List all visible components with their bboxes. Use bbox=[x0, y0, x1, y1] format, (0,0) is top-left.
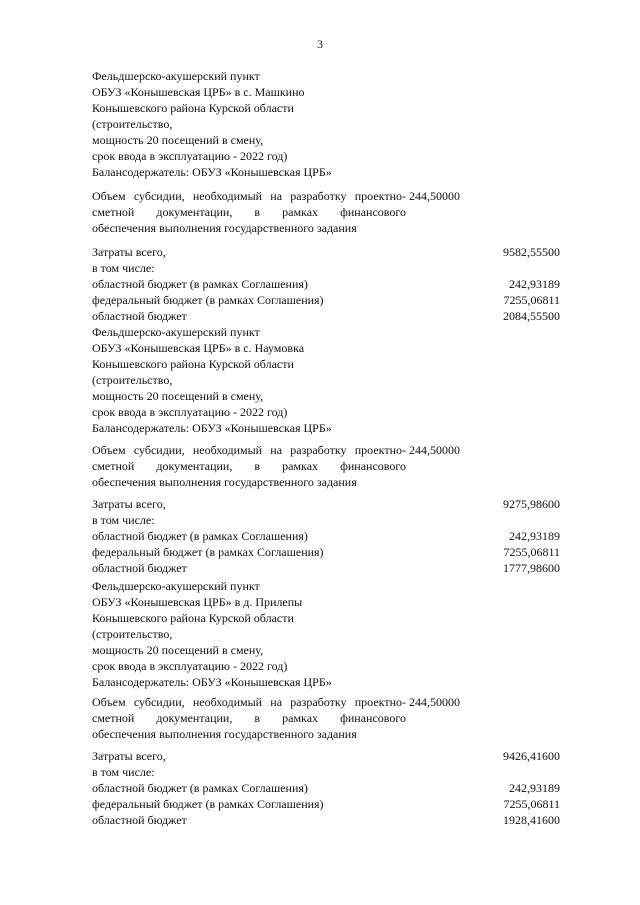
facility-title-line: Балансодержатель: ОБУЗ «Конышевская ЦРБ» bbox=[92, 675, 332, 689]
cost-value: 1928,41600 bbox=[503, 813, 560, 827]
subsidy-amount: 244,50000 bbox=[409, 189, 460, 203]
facility-title-line: Балансодержатель: ОБУЗ «Конышевская ЦРБ» bbox=[92, 421, 332, 435]
facility-title-line: мощность 20 посещений в смену, bbox=[92, 643, 264, 657]
cost-value: 9582,55500 bbox=[503, 245, 560, 259]
facility-title-line: (строительство, bbox=[92, 627, 173, 641]
facility-title-line: Конышевского района Курской области bbox=[92, 357, 294, 371]
facility-title-line: ОБУЗ «Конышевская ЦРБ» в с. Наумовка bbox=[92, 341, 305, 355]
facility-title-line: Фельдшерско-акушерский пункт bbox=[92, 579, 260, 593]
subsidy-amount: 244,50000 bbox=[409, 695, 460, 709]
cost-label: областной бюджет (в рамках Соглашения) bbox=[92, 529, 308, 543]
subsidy-text-line: сметной документации, в рамках финансового bbox=[92, 459, 406, 473]
subsidy-text-line: Объем субсидии, необходимый на разработку проектно- bbox=[92, 695, 406, 709]
cost-value: 2084,55500 bbox=[503, 309, 560, 323]
cost-value: 7255,06811 bbox=[503, 293, 560, 307]
subsidy-text-line: обеспечения выполнения государственного задания bbox=[92, 221, 357, 235]
facility-title-line: (строительство, bbox=[92, 373, 173, 387]
facility-title-line: срок ввода в эксплуатацию - 2022 год) bbox=[92, 149, 288, 163]
cost-value: 7255,06811 bbox=[503, 797, 560, 811]
subsidy-text-line: сметной документации, в рамках финансового bbox=[92, 711, 406, 725]
cost-value: 242,93189 bbox=[509, 529, 560, 543]
facility-title-line: Фельдшерско-акушерский пункт bbox=[92, 69, 260, 83]
subsidy-text-line: Объем субсидии, необходимый на разработку проектно- bbox=[92, 443, 406, 457]
facility-title-line: мощность 20 посещений в смену, bbox=[92, 389, 264, 403]
facility-title-line: ОБУЗ «Конышевская ЦРБ» в с. Машкино bbox=[92, 85, 305, 99]
cost-label: федеральный бюджет (в рамках Соглашения) bbox=[92, 293, 324, 307]
cost-label: в том числе: bbox=[92, 765, 155, 779]
facility-title-line: ОБУЗ «Конышевская ЦРБ» в д. Прилепы bbox=[92, 595, 303, 609]
facility-title-line: мощность 20 посещений в смену, bbox=[92, 133, 264, 147]
cost-label: областной бюджет (в рамках Соглашения) bbox=[92, 277, 308, 291]
subsidy-text-line: сметной документации, в рамках финансового bbox=[92, 205, 406, 219]
cost-value: 242,93189 bbox=[509, 781, 560, 795]
cost-label: областной бюджет bbox=[92, 813, 187, 827]
cost-value: 9426,41600 bbox=[503, 749, 560, 763]
facility-title-line: Конышевского района Курской области bbox=[92, 611, 294, 625]
facility-title-line: срок ввода в эксплуатацию - 2022 год) bbox=[92, 659, 288, 673]
cost-label: федеральный бюджет (в рамках Соглашения) bbox=[92, 545, 324, 559]
facility-title-line: Конышевского района Курской области bbox=[92, 101, 294, 115]
facility-title-line: Балансодержатель: ОБУЗ «Конышевская ЦРБ» bbox=[92, 165, 332, 179]
cost-label: Затраты всего, bbox=[92, 245, 166, 259]
cost-label: федеральный бюджет (в рамках Соглашения) bbox=[92, 797, 324, 811]
facility-title-line: срок ввода в эксплуатацию - 2022 год) bbox=[92, 405, 288, 419]
subsidy-text-line: обеспечения выполнения государственного задания bbox=[92, 475, 357, 489]
subsidy-amount: 244,50000 bbox=[409, 443, 460, 457]
facility-title-line: (строительство, bbox=[92, 117, 173, 131]
cost-label: Затраты всего, bbox=[92, 497, 166, 511]
subsidy-text-line: обеспечения выполнения государственного задания bbox=[92, 727, 357, 741]
subsidy-text-line: Объем субсидии, необходимый на разработку проектно- bbox=[92, 189, 406, 203]
cost-label: областной бюджет bbox=[92, 309, 187, 323]
cost-value: 7255,06811 bbox=[503, 545, 560, 559]
cost-label: областной бюджет bbox=[92, 561, 187, 575]
cost-label: областной бюджет (в рамках Соглашения) bbox=[92, 781, 308, 795]
cost-label: в том числе: bbox=[92, 261, 155, 275]
cost-label: в том числе: bbox=[92, 513, 155, 527]
cost-value: 1777,98600 bbox=[503, 561, 560, 575]
page-number: 3 bbox=[317, 37, 323, 51]
cost-value: 9275,98600 bbox=[503, 497, 560, 511]
cost-value: 242,93189 bbox=[509, 277, 560, 291]
facility-title-line: Фельдшерско-акушерский пункт bbox=[92, 325, 260, 339]
cost-label: Затраты всего, bbox=[92, 749, 166, 763]
